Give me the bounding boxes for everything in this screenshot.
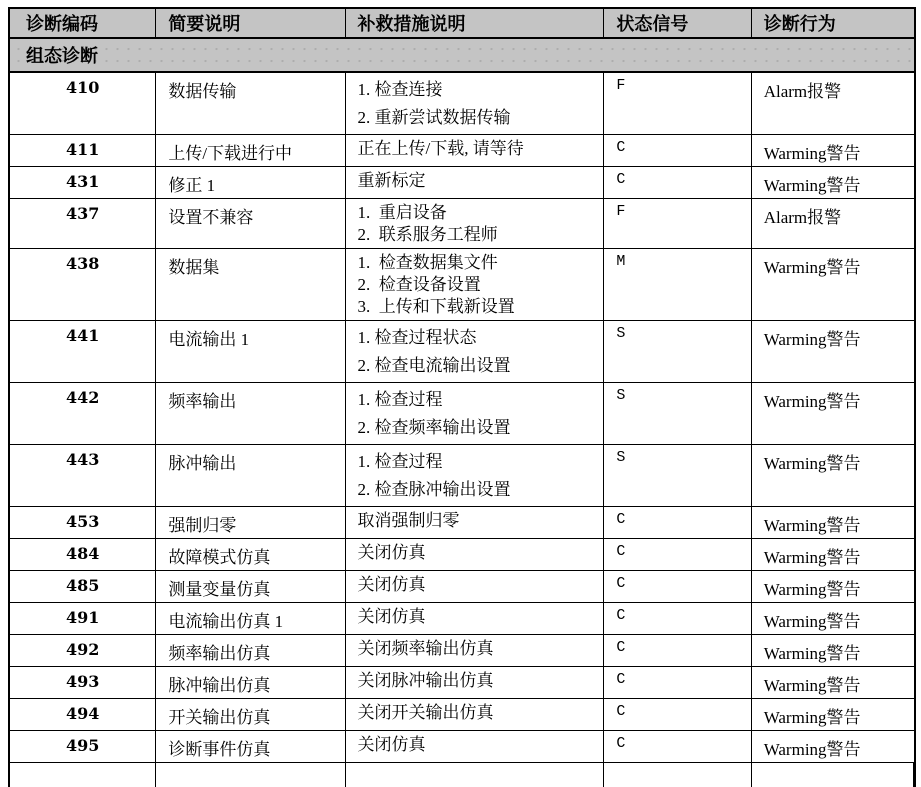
code-cell: 411 xyxy=(10,135,156,166)
remedy-line: 2. 检查电流输出设置 xyxy=(357,356,511,375)
table-row xyxy=(10,73,914,135)
header-cell-status-signal: 状态信号 xyxy=(604,9,751,37)
remedy-line: 3. 上传和下载新设置 xyxy=(357,297,515,316)
remedy-cell xyxy=(346,731,605,762)
table-row xyxy=(10,445,914,507)
header-cell-remedy: 补救措施说明 xyxy=(346,9,605,37)
behavior-cell: Warming警告 xyxy=(763,516,861,535)
behavior-cell xyxy=(752,763,914,787)
behavior-cell: Warming警告 xyxy=(763,708,861,727)
table-row xyxy=(10,507,914,539)
status-signal-cell: S xyxy=(604,383,751,444)
table-row xyxy=(10,135,914,167)
remedy-cell xyxy=(346,539,605,570)
code-cell: 484 xyxy=(10,539,156,570)
behavior-cell: Warming警告 xyxy=(763,612,861,631)
remedy-line: 重新标定 xyxy=(357,171,426,190)
status-signal-cell: C xyxy=(604,571,751,602)
remedy-line: 1. 检查数据集文件 xyxy=(357,253,498,272)
remedy-cell xyxy=(346,73,605,134)
code-cell: 491 xyxy=(10,603,156,634)
status-signal-cell: C xyxy=(604,699,751,730)
remedy-cell xyxy=(346,507,605,538)
remedy-cell xyxy=(346,603,605,634)
code-cell: 431 xyxy=(10,167,156,198)
behavior-cell: Alarm报警 xyxy=(763,208,842,227)
description-cell: 脉冲输出仿真 xyxy=(156,667,345,698)
remedy-line: 2. 检查设备设置 xyxy=(357,275,481,294)
description-cell: 设置不兼容 xyxy=(156,199,345,248)
behavior-cell: Warming警告 xyxy=(763,392,861,411)
remedy-cell xyxy=(346,249,605,320)
remedy-cell xyxy=(346,635,605,666)
table-row xyxy=(10,731,914,763)
code-cell: 495 xyxy=(10,731,156,762)
status-signal-cell: C xyxy=(604,635,751,666)
remedy-cell xyxy=(346,167,605,198)
table-row xyxy=(10,539,914,571)
remedy-line: 1. 检查过程状态 xyxy=(357,328,477,347)
status-signal-cell: C xyxy=(604,667,751,698)
status-signal-cell: S xyxy=(604,445,751,506)
remedy-cell xyxy=(346,667,605,698)
remedy-line: 2. 联系服务工程师 xyxy=(357,225,498,244)
table-row xyxy=(10,167,914,199)
behavior-cell: Warming警告 xyxy=(763,330,861,349)
table-row xyxy=(10,383,914,445)
description-cell: 电流输出仿真 1 xyxy=(156,603,345,634)
status-signal-cell: C xyxy=(604,167,751,198)
table-row xyxy=(10,321,914,383)
behavior-cell: Warming警告 xyxy=(763,176,861,195)
remedy-line: 关闭仿真 xyxy=(357,543,426,562)
description-cell: 测量变量仿真 xyxy=(156,571,345,602)
remedy-line: 1. 重启设备 xyxy=(357,203,447,222)
remedy-line: 关闭仿真 xyxy=(357,575,426,594)
section-header-configuration-diagnostics: 组态诊断 xyxy=(10,39,914,73)
code-cell: 438 xyxy=(10,249,156,320)
status-signal-cell: M xyxy=(604,249,751,320)
remedy-cell xyxy=(346,321,605,382)
status-signal-cell: S xyxy=(604,321,751,382)
code-cell: 441 xyxy=(10,321,156,382)
behavior-cell: Warming警告 xyxy=(763,548,861,567)
remedy-line: 2. 检查脉冲输出设置 xyxy=(357,480,511,499)
remedy-line: 关闭脉冲输出仿真 xyxy=(357,671,494,690)
code-cell: 485 xyxy=(10,571,156,602)
description-cell xyxy=(156,763,345,787)
table-row xyxy=(10,635,914,667)
status-signal-cell: C xyxy=(604,731,751,762)
behavior-cell: Warming警告 xyxy=(763,676,861,695)
table-row xyxy=(10,667,914,699)
table-row xyxy=(10,199,914,249)
description-cell: 电流输出 1 xyxy=(156,321,345,382)
table-row xyxy=(10,571,914,603)
code-cell: 493 xyxy=(10,667,156,698)
status-signal-cell: F xyxy=(604,73,751,134)
behavior-cell: Warming警告 xyxy=(763,258,861,277)
table-header-row xyxy=(10,9,914,39)
description-cell: 诊断事件仿真 xyxy=(156,731,345,762)
table-body xyxy=(10,73,914,763)
remedy-cell xyxy=(346,763,605,787)
header-cell-diagnostic-behavior: 诊断行为 xyxy=(763,14,836,34)
description-cell: 强制归零 xyxy=(156,507,345,538)
status-signal-cell: F xyxy=(604,199,751,248)
remedy-line: 正在上传/下载, 请等待 xyxy=(357,139,524,158)
status-signal-cell xyxy=(604,763,751,787)
remedy-line: 2. 检查频率输出设置 xyxy=(357,418,511,437)
behavior-cell: Warming警告 xyxy=(763,144,861,163)
remedy-line: 关闭仿真 xyxy=(357,735,426,754)
remedy-cell xyxy=(346,445,605,506)
table-row xyxy=(10,249,914,321)
remedy-line: 1. 检查连接 xyxy=(357,80,443,99)
behavior-cell: Alarm报警 xyxy=(763,82,842,101)
header-cell-brief-description: 简要说明 xyxy=(156,9,345,37)
remedy-line: 取消强制归零 xyxy=(357,511,460,530)
description-cell: 频率输出 xyxy=(156,383,345,444)
remedy-cell xyxy=(346,383,605,444)
code-cell xyxy=(10,763,156,787)
remedy-line: 关闭仿真 xyxy=(357,607,426,626)
status-signal-cell: C xyxy=(604,135,751,166)
description-cell: 修正 1 xyxy=(156,167,345,198)
code-cell: 494 xyxy=(10,699,156,730)
header-cell-diagnostic-code: 诊断编码 xyxy=(10,9,156,37)
description-cell: 开关输出仿真 xyxy=(156,699,345,730)
description-cell: 故障模式仿真 xyxy=(156,539,345,570)
remedy-line: 关闭开关输出仿真 xyxy=(357,703,494,722)
table-row xyxy=(10,699,914,731)
remedy-cell xyxy=(346,571,605,602)
status-signal-cell: C xyxy=(604,539,751,570)
description-cell: 频率输出仿真 xyxy=(156,635,345,666)
status-signal-cell: C xyxy=(604,603,751,634)
behavior-cell: Warming警告 xyxy=(763,580,861,599)
remedy-line: 1. 检查过程 xyxy=(357,452,443,471)
code-cell: 410 xyxy=(10,73,156,134)
description-cell: 脉冲输出 xyxy=(156,445,345,506)
description-cell: 上传/下载进行中 xyxy=(156,135,345,166)
code-cell: 492 xyxy=(10,635,156,666)
code-cell: 442 xyxy=(10,383,156,444)
code-cell: 453 xyxy=(10,507,156,538)
diagnostics-table xyxy=(8,7,916,787)
remedy-cell xyxy=(346,135,605,166)
table-row xyxy=(10,603,914,635)
remedy-line: 关闭频率输出仿真 xyxy=(357,639,494,658)
remedy-line: 2. 重新尝试数据传输 xyxy=(357,108,511,127)
behavior-cell: Warming警告 xyxy=(763,454,861,473)
remedy-cell xyxy=(346,699,605,730)
behavior-cell: Warming警告 xyxy=(763,740,861,759)
status-signal-cell: C xyxy=(604,507,751,538)
remedy-line: 1. 检查过程 xyxy=(357,390,443,409)
description-cell: 数据集 xyxy=(156,249,345,320)
behavior-cell: Warming警告 xyxy=(763,644,861,663)
table-row-partial xyxy=(10,763,914,787)
remedy-cell xyxy=(346,199,605,248)
code-cell: 443 xyxy=(10,445,156,506)
code-cell: 437 xyxy=(10,199,156,248)
description-cell: 数据传输 xyxy=(156,73,345,134)
